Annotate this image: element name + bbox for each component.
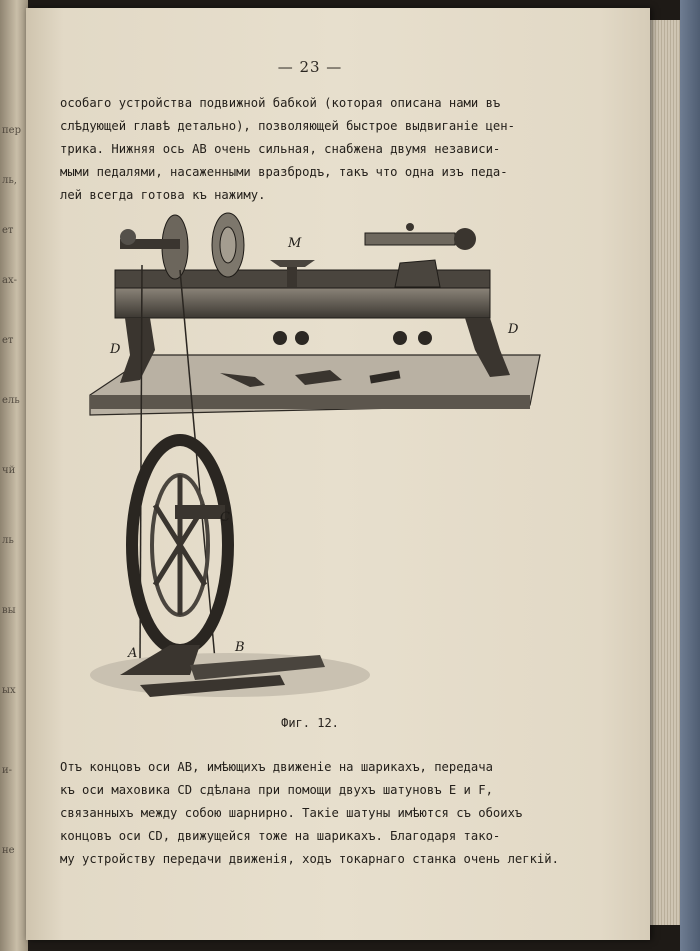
left-page-fragment: ль, xyxy=(2,175,17,186)
left-page-fragment: и- xyxy=(2,765,13,776)
text-line: Отъ концовъ оси AB, имѣющихъ движеніе на шарикахъ, передача xyxy=(60,760,493,774)
left-page-fragment: чй xyxy=(2,465,16,476)
text-line: му устройству передачи движенія, ходъ токарнаго станка очень легкій. xyxy=(60,852,559,866)
treadle-base xyxy=(90,640,370,697)
lathe-illustration xyxy=(80,205,550,705)
left-page-fragment: ель xyxy=(2,395,20,406)
left-page-fragment: пер xyxy=(2,125,21,136)
figure-label-D-right: D xyxy=(508,322,519,337)
page-number: — 23 — xyxy=(277,58,343,76)
figure-label-B: B xyxy=(235,640,245,655)
text-line: къ оси маховика CD сдѣлана при помощи двухъ шатуновъ E и F, xyxy=(60,783,493,797)
paragraph-top xyxy=(60,92,568,207)
text-line: особаго устройства подвижной бабкой (которая описана нами въ xyxy=(60,96,501,110)
left-page-fragment: ых xyxy=(2,685,16,696)
text-line: концовъ оси CD, движущейся тоже на шарикахъ. Благодаря тако- xyxy=(60,829,501,843)
left-page-edge xyxy=(0,0,28,951)
headstock-pulleys xyxy=(120,213,244,279)
text-line: лей всегда готова къ нажиму. xyxy=(60,188,266,202)
figure-label-A: A xyxy=(128,646,138,661)
figure-label-D-left: D xyxy=(110,342,121,357)
left-page-fragment: ль xyxy=(2,535,14,546)
workbench xyxy=(90,355,540,415)
left-page-fragment: ет xyxy=(2,225,14,236)
book-cover-edge xyxy=(680,0,700,951)
left-page-fragment: ах- xyxy=(2,275,17,286)
text-line: трика. Нижняя ось AB очень сильная, снабжена двумя независи- xyxy=(60,142,501,156)
left-page-fragment: ет xyxy=(2,335,14,346)
text-line: слѣдующей главѣ детально), позволяющей быстрое выдвиганіе цен- xyxy=(60,119,515,133)
left-page-fragment: не xyxy=(2,845,15,856)
page-stack-edge xyxy=(650,20,680,925)
text-line: связанныхъ между собою шарнирно. Такіе шатуны имѣются съ обоихъ xyxy=(60,806,523,820)
figure-label-C: C xyxy=(220,510,230,525)
figure-caption: Фиг. 12. xyxy=(281,716,339,730)
left-page-fragment: вы xyxy=(2,605,16,616)
paragraph-bottom xyxy=(60,756,568,871)
text-line: мыми педалями, насаженными вразбродъ, такъ что одна изъ педа- xyxy=(60,165,508,179)
figure-label-M: M xyxy=(288,236,302,251)
flywheel xyxy=(132,440,230,650)
